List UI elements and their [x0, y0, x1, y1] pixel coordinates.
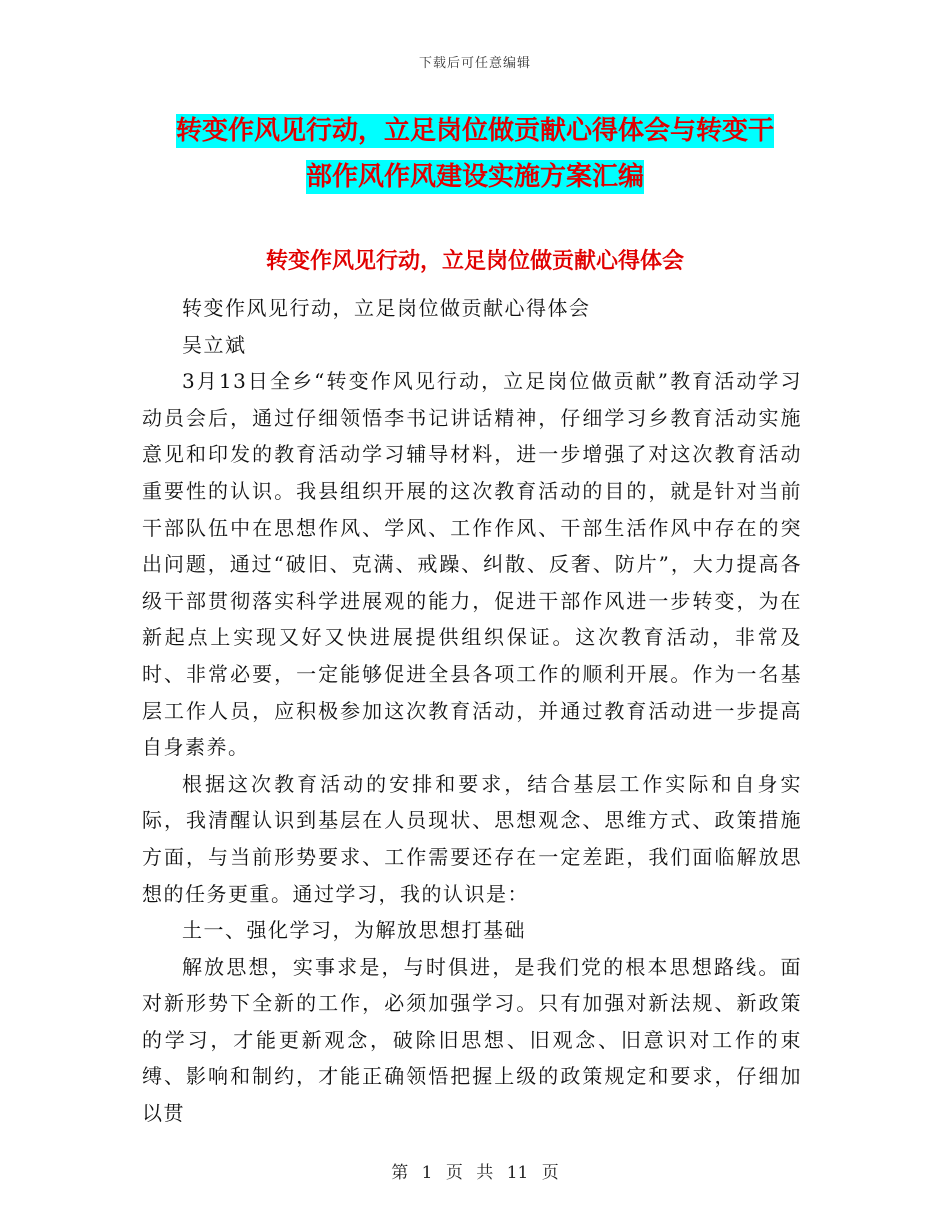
document-title	[120, 108, 830, 200]
paragraph-heading-1: 土一、强化学习，为解放思想打基础	[182, 918, 526, 943]
paragraph-intro: 3月13日全乡“转变作风见行动，立足岗位做贡献”教育活动学习动员会后，通过仔细领悟李书记讲话精神，仔细学习乡教育活动实施意见和印发的教育活动学习辅导材料，进一步增强了对这次教育活动重要性的认识。我县组织开展的这次教育活动的目的，就是针对当前干部队伍中在思想作风、学风、工作作风、干部生活作风中存在的突出问题，通过“破旧、克满、戒躁、纠散、反奢、防片”，大力提高各级干部贯彻落实科学进展观的能力，促进干部作风进一步转变，为在新起点上实现又好又快进展提供组织保证。这次教育活动，非常及时、非常必要，一定能够促进全县各项工作的顺利开展。作为一名基层工作人员，应积极参加这次教育活动，并通过教育活动进一步提高自身素养。	[142, 369, 802, 760]
document-body	[142, 290, 802, 1132]
paragraph-context: 根据这次教育活动的安排和要求，结合基层工作实际和自身实际，我清醒认识到基层在人员现状、思想观念、思维方式、政策措施方面，与当前形势要求、工作需要还存在一定差距，我们面临解放思想的任务更重。通过学习，我的认识是：	[142, 771, 802, 906]
page-footer: 第 1 页 共 11 页	[391, 1163, 559, 1183]
paragraph-author: 吴立斌	[182, 332, 247, 357]
section-title: 转变作风见行动，立足岗位做贡献心得体会	[265, 248, 684, 274]
paragraph-subtitle: 转变作风见行动，立足岗位做贡献心得体会	[182, 296, 591, 320]
header-note: 下载后可任意编辑	[418, 56, 531, 71]
document-title-line-1: 转变作风见行动，立足岗位做贡献心得体会与转变干	[175, 116, 774, 146]
paragraph-study: 解放思想，实事求是，与时俱进，是我们党的根本思想路线。面对新形势下全新的工作，必须加强学习。只有加强对新法规、新政策的学习，才能更新观念，破除旧思想、旧观念、旧意识对工作的束缚、影响和制约，才能正确领悟把握上级的政策规定和要求，仔细加以贯	[142, 954, 802, 1126]
document-title-line-2: 部作风作风建设实施方案汇编	[305, 162, 644, 192]
